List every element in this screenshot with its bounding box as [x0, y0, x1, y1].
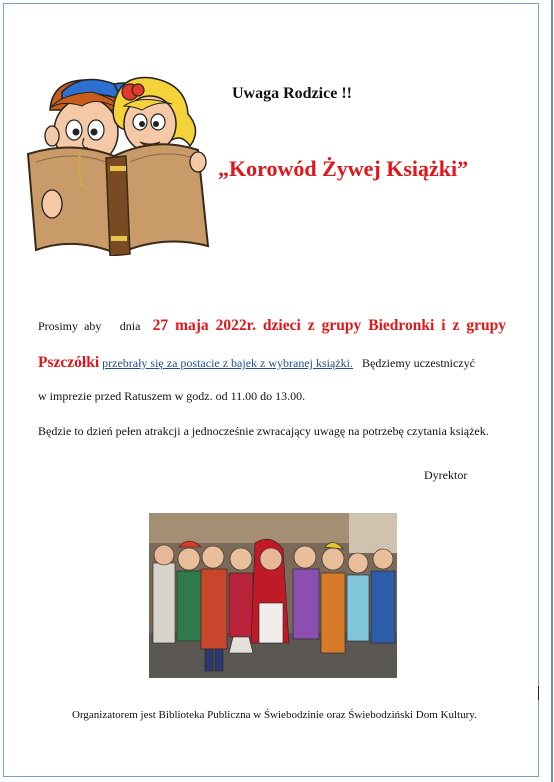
costume-link[interactable]: przebrały się za postacie z bajek z wybranej książki. [102, 356, 354, 370]
text-cursor [538, 686, 539, 700]
line1-prefix: Prosimy aby [38, 319, 102, 333]
notice-heading: Uwaga Rodzice !! [232, 85, 352, 102]
paragraph-line-3: w imprezie przed Ratuszem w godz. od 11.00 do 13.00. [38, 389, 306, 403]
signature: Dyrektor [424, 468, 468, 482]
group-highlight: Pszczółki [38, 354, 100, 371]
footer-organizer: Organizatorem jest Biblioteka Publiczna w Świebodzinie oraz Świebodziński Dom Kultury. [72, 709, 477, 721]
children-reading-book-illustration [22, 70, 212, 256]
date-highlight: 27 maja 2022r. dzieci z grupy Biedronki i z grupy [152, 317, 507, 334]
paragraph-line-1 [38, 317, 506, 335]
right-scroll-rule [551, 0, 553, 782]
paragraph-line-2 [38, 354, 506, 372]
line1-word: dnia [119, 319, 141, 333]
children-in-costumes-photo [149, 513, 397, 678]
event-title: „Korowód Żywej Książki” [218, 156, 469, 181]
line2-rest: Będziemy uczestniczyć [362, 356, 475, 370]
paragraph-line-4: Będzie to dzień pełen atrakcji a jednocześnie zwracający uwagę na potrzebę czytania książek. [38, 424, 489, 438]
